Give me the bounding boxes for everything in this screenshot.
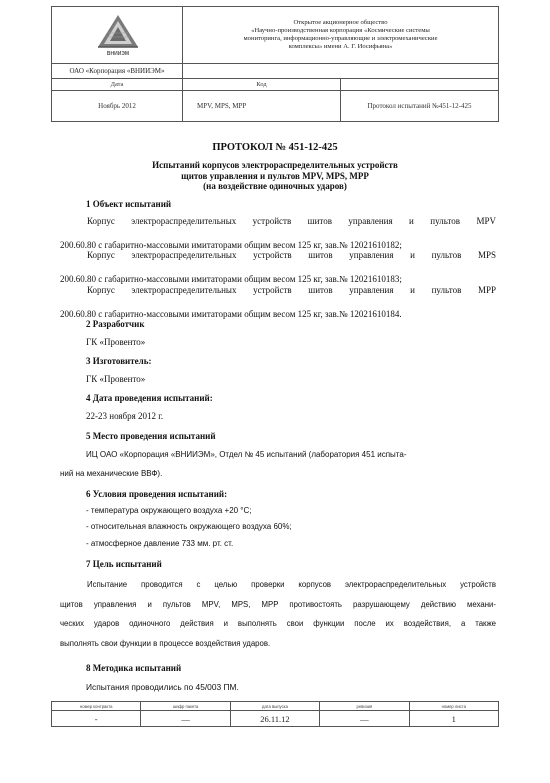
goal-line: щитов управления и пультов MPV, MPS, MPP противостоять разрушающему действию механи-	[60, 599, 496, 609]
code-label: Код	[183, 79, 341, 91]
organization-full-name	[183, 7, 499, 64]
object-line: Корпус электрораспределительных устройств шитов управления и пультов MPS	[87, 250, 496, 260]
test-date-value: 22-23 ноября 2012 г.	[86, 411, 164, 421]
empty-label-cell	[341, 79, 499, 91]
date-value: Ноябрь 2012	[52, 91, 183, 122]
footer-label: ревизия	[320, 702, 409, 711]
condition-item: - температура окружающего воздуха +20 °С;	[86, 506, 252, 515]
object-line: 200.60.80 с габаритно-массовыми имитаторами общим весом 125 кг, зав.№ 12021610183;	[60, 274, 402, 284]
footer-label: номер листа	[409, 702, 498, 711]
section-5-heading: 5 Место проведения испытаний	[86, 431, 216, 441]
condition-item: - относительная влажность окружающего воздуха 60%;	[86, 522, 292, 531]
codes-value: MPV, MPS, MPP	[183, 91, 341, 122]
org-line: Открытое акционерное общество	[293, 19, 388, 26]
subtitle-line: щитов управления и пультов MPV, MPS, MPP	[181, 170, 369, 181]
vniiem-logo-icon	[96, 13, 140, 55]
object-item	[60, 249, 496, 285]
section-1-heading: 1 Объект испытаний	[86, 199, 172, 209]
goal-line: выполнять свои функции в процессе воздействия ударов.	[60, 638, 271, 648]
protocol-reference: Протокол испытаний №451-12-425	[341, 91, 499, 122]
org-line: «Научно-производственная корпорация «Космические системы	[251, 27, 430, 34]
company-name: ОАО «Корпорация «ВНИИЭМ»	[52, 64, 183, 79]
footer-label: шифр пакета	[141, 702, 230, 711]
object-line: 200.60.80 с габаритно-массовыми имитаторами общим весом 125 кг, зав.№ 12021610184.	[60, 309, 402, 319]
object-line: Корпус электрораспределительных устройств шитов управления и пультов MPV	[87, 216, 496, 226]
footer-label: номер контракта	[52, 702, 141, 711]
manufacturer-value: ГК «Провенто»	[86, 374, 146, 384]
methodology-value: Испытания проводились по 45/003 ПМ.	[86, 682, 239, 692]
condition-item: - атмосферное давление 733 мм. рт. ст.	[86, 539, 234, 548]
document-subtitle	[0, 160, 550, 192]
logo-cell	[52, 7, 183, 64]
subtitle-line: Испытаний корпусов электрораспределительных устройств	[152, 160, 398, 170]
test-location-line: ний на механические ВВФ).	[60, 469, 163, 478]
section-6-heading: 6 Условия проведения испытаний:	[86, 489, 228, 499]
footer-label: дата выпуска	[230, 702, 319, 711]
object-item	[60, 215, 496, 251]
document-header-table	[51, 6, 499, 122]
object-line: Корпус электрораспределительных устройств шитов управления и пультов MPP	[87, 285, 496, 295]
date-label: Дата	[52, 79, 183, 91]
section-7-heading: 7 Цель испытаний	[86, 559, 162, 569]
object-item	[60, 284, 496, 320]
contract-number: -	[52, 711, 141, 727]
document-title: ПРОТОКОЛ № 451-12-425	[212, 142, 338, 153]
section-4-heading: 4 Дата проведения испытаний:	[86, 393, 213, 403]
document-footer-table	[51, 701, 499, 727]
goal-line: Испытание проводится с целью проверки корпусов электрораспределительных устройств	[87, 580, 496, 589]
section-8-heading: 8 Методика испытаний	[86, 663, 182, 673]
logo-text: ВНИИЭМ	[106, 51, 130, 57]
subtitle-line: (на воздействие одиночных ударов)	[203, 181, 347, 191]
org-line: мониторинга, информационно-управляющие и электромеханические	[243, 35, 438, 42]
goal-line: ческих ударов одиночного действия и выполнять свои функции после их воздействия, а также	[60, 619, 496, 628]
section-3-heading: 3 Изготовитель:	[86, 356, 152, 366]
developer-value: ГК «Провенто»	[86, 337, 146, 347]
issue-date: 26.11.12	[230, 711, 319, 727]
test-location-line: ИЦ ОАО «Корпорация «ВНИИЭМ», Отдел № 45 испытаний (лаборатория 451 испыта-	[86, 450, 407, 459]
section-2-heading: 2 Разработчик	[86, 319, 145, 329]
object-line: 200.60.80 с габаритно-массовыми имитаторами общим весом 125 кг, зав.№ 12021610182;	[60, 240, 402, 250]
package-code: —	[141, 711, 230, 727]
org-line: комплексы» имени А. Г. Иосифьяна»	[288, 43, 393, 50]
revision: —	[320, 711, 409, 727]
sheet-number: 1	[409, 711, 498, 727]
empty-cell	[183, 64, 499, 79]
test-goal-paragraph	[60, 575, 496, 653]
